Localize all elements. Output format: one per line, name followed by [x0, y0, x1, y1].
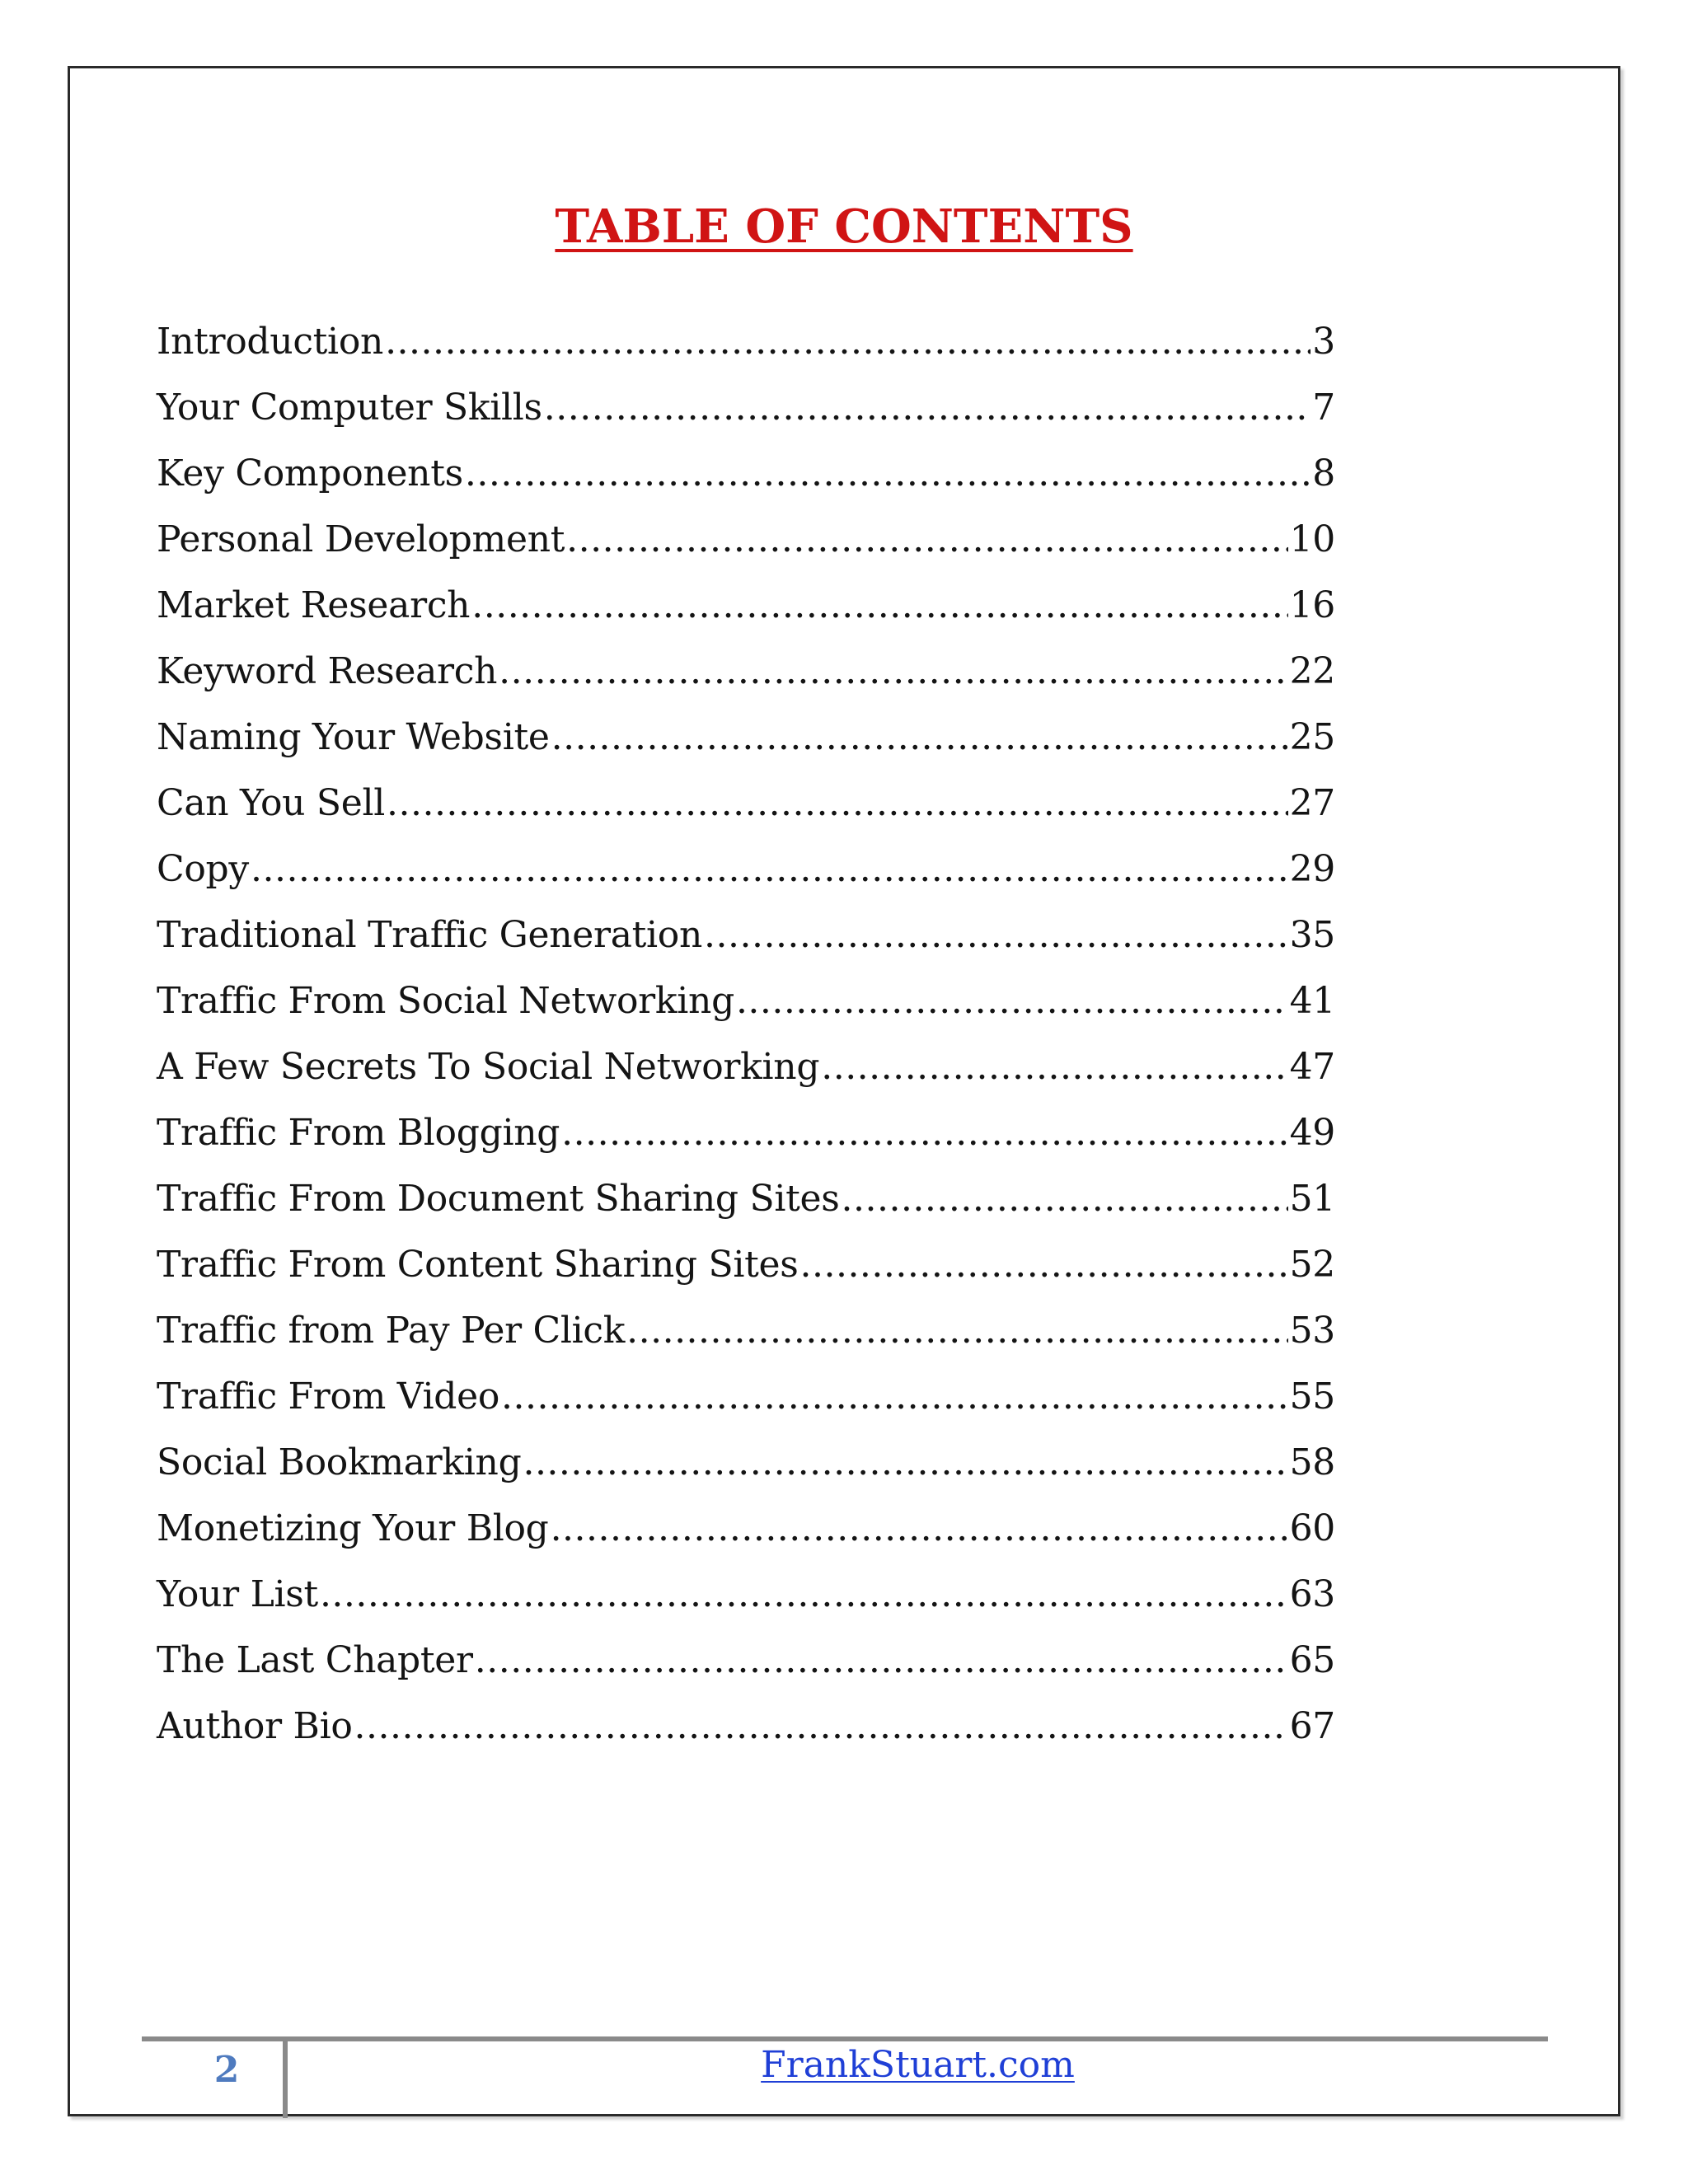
toc-entry — [157, 1570, 1335, 1636]
toc-entry-page: 47 — [1289, 1046, 1335, 1088]
toc-entry — [157, 977, 1335, 1043]
dot-leader — [354, 1702, 1288, 1751]
toc-entry — [157, 515, 1335, 581]
toc-entry — [157, 1306, 1335, 1372]
dot-leader — [842, 1174, 1288, 1224]
dot-leader — [471, 581, 1287, 630]
toc-entry-title: Keyword Research — [157, 650, 498, 692]
toc-entry — [157, 779, 1335, 845]
toc-entry — [157, 581, 1335, 647]
toc-entry-page: 27 — [1289, 782, 1335, 824]
dot-leader — [320, 1570, 1288, 1619]
toc-entry-title: Traffic From Blogging — [157, 1112, 560, 1154]
dot-leader — [800, 1240, 1288, 1290]
toc-entry-title: Introduction — [157, 321, 384, 363]
toc-entry — [157, 911, 1335, 977]
dot-leader — [561, 1108, 1287, 1158]
page-title: TABLE OF CONTENTS — [555, 199, 1133, 254]
toc-entry-page: 63 — [1289, 1573, 1335, 1615]
dot-leader — [499, 647, 1287, 696]
dot-leader — [566, 515, 1287, 565]
toc-entry-page: 51 — [1289, 1178, 1335, 1220]
toc-entry-page: 55 — [1289, 1376, 1335, 1418]
toc-entry-page: 53 — [1289, 1310, 1335, 1352]
dot-leader — [821, 1043, 1287, 1092]
toc-entry-page: 35 — [1289, 914, 1335, 956]
dot-leader — [475, 1636, 1288, 1685]
dot-leader — [736, 977, 1288, 1026]
toc-entry-title: Author Bio — [157, 1705, 353, 1747]
toc-entry — [157, 1438, 1335, 1504]
dot-leader — [501, 1372, 1288, 1422]
toc-entry-page: 22 — [1289, 650, 1335, 692]
dot-leader — [626, 1306, 1287, 1356]
toc-entry — [157, 713, 1335, 779]
toc-entry-page: 60 — [1289, 1507, 1335, 1549]
toc-entry-title: Market Research — [157, 584, 471, 626]
toc-entry-title: Traditional Traffic Generation — [157, 914, 703, 956]
toc-entry — [157, 845, 1335, 911]
toc-entry — [157, 1043, 1335, 1108]
toc-entry — [157, 1372, 1335, 1438]
toc-entry-title: Copy — [157, 848, 249, 890]
toc-entry-title: Key Components — [157, 452, 463, 494]
dot-leader — [385, 317, 1311, 367]
toc-entry-title: Your Computer Skills — [157, 387, 542, 429]
dot-leader — [387, 779, 1288, 828]
toc-entry-page: 10 — [1289, 518, 1335, 560]
toc-entry-title: Traffic from Pay Per Click — [157, 1310, 626, 1352]
toc-entry-title: Traffic From Document Sharing Sites — [157, 1178, 840, 1220]
toc-entry-title: Can You Sell — [157, 782, 385, 824]
toc-entry-page: 8 — [1312, 452, 1335, 494]
dot-leader — [523, 1438, 1287, 1488]
toc-entry-title: The Last Chapter — [157, 1639, 473, 1681]
toc-entry — [157, 1108, 1335, 1174]
dot-leader — [544, 383, 1311, 433]
toc-entry-title: Traffic From Social Networking — [157, 980, 734, 1022]
toc-entry-title: Personal Development — [157, 518, 565, 560]
toc-entry-title: Traffic From Video — [157, 1376, 500, 1418]
toc-entry — [157, 317, 1335, 383]
toc-entry-title: A Few Secrets To Social Networking — [157, 1046, 820, 1088]
toc-entry-title: Monetizing Your Blog — [157, 1507, 549, 1549]
toc-entry-page: 7 — [1312, 387, 1335, 429]
toc-entry — [157, 647, 1335, 713]
table-of-contents — [157, 317, 1335, 1768]
dot-leader — [704, 911, 1288, 960]
toc-entry-page: 25 — [1289, 716, 1335, 758]
toc-entry-page: 41 — [1289, 980, 1335, 1022]
toc-entry-page: 29 — [1289, 848, 1335, 890]
toc-entry-page: 67 — [1289, 1705, 1335, 1747]
toc-entry-page: 3 — [1312, 321, 1335, 363]
page-number: 2 — [213, 2049, 240, 2091]
toc-entry-title: Naming Your Website — [157, 716, 550, 758]
toc-entry-page: 52 — [1289, 1244, 1335, 1286]
toc-entry — [157, 1504, 1335, 1570]
toc-entry-title: Social Bookmarking — [157, 1441, 522, 1483]
dot-leader — [465, 449, 1311, 499]
dot-leader — [251, 845, 1288, 894]
toc-entry — [157, 1702, 1335, 1768]
dot-leader — [551, 1504, 1288, 1554]
toc-entry-title: Traffic From Content Sharing Sites — [157, 1244, 799, 1286]
toc-entry — [157, 1636, 1335, 1702]
toc-entry — [157, 383, 1335, 449]
toc-entry — [157, 1240, 1335, 1306]
toc-entry — [157, 1174, 1335, 1240]
toc-entry-title: Your List — [157, 1573, 318, 1615]
toc-entry-page: 49 — [1289, 1112, 1335, 1154]
website-link[interactable]: FrankStuart.com — [761, 2044, 1075, 2086]
toc-entry-page: 58 — [1289, 1441, 1335, 1483]
toc-entry — [157, 449, 1335, 515]
toc-entry-page: 16 — [1289, 584, 1335, 626]
dot-leader — [551, 713, 1288, 762]
toc-entry-page: 65 — [1289, 1639, 1335, 1681]
